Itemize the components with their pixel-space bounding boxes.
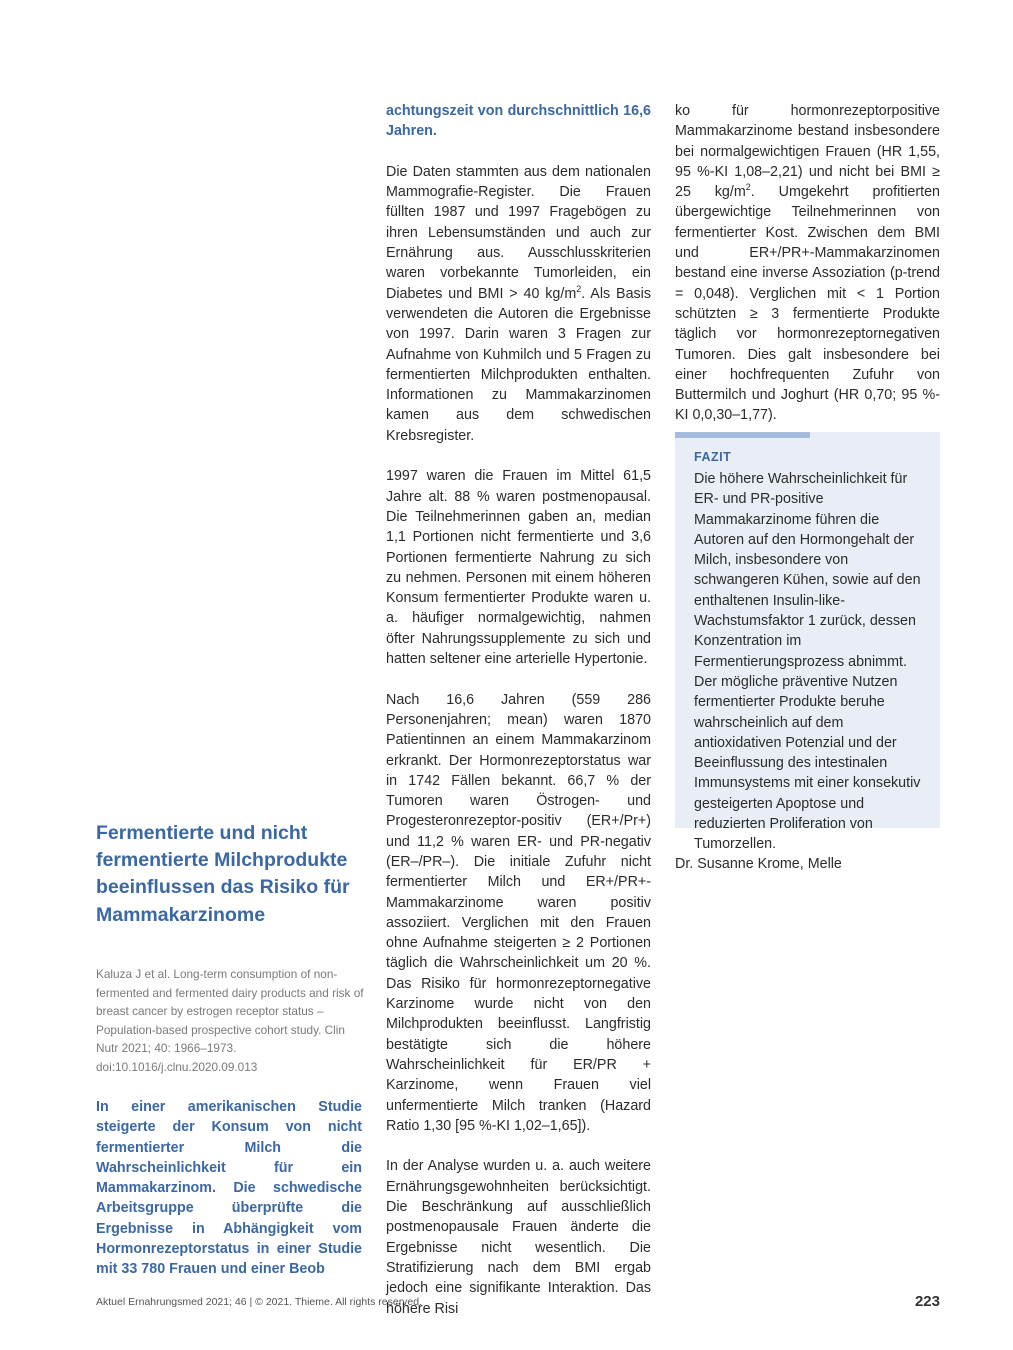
body-paragraph-4-part1: In der Analyse wurden u. a. auch weitere Ernährungsgewohnheiten berücksichtigt. Die Beschränkung auf ausschließlich postmenopausale Frauen änderte die Ergebnisse nicht wesentlich. Die Stratifizierung nach dem BMI ergab jedoch eine signifikante Interaktion. Das höhere Risi	[386, 1158, 651, 1317]
fazit-accent-bar	[675, 432, 810, 438]
body-p4-sup: 2	[745, 182, 751, 193]
body-paragraph-3: Nach 16,6 Jahren (559 286 Personenjahren; mean) waren 1870 Patientinnen an einem Mammakarzinom erkrankt. Der Hormonrezeptorstatus war in 1742 Fällen bekannt. 66,7 % der Tumoren waren Östrogen- und Progesteronrezeptor-positiv (ER+/Pr+) und 11,2 % waren ER- und PR-negativ (ER–/PR–). Die initiale Zufuhr nicht fermentierter Milch und ER+/PR+-Mammakarzinome waren positiv assoziiert. Verglichen mit den Frauen ohne Aufnahme steigerten ≥ 2 Portionen täglich die Wahrscheinlichkeit um 20 %. Das Risiko für hormonrezeptornegative Karzinome wurde nicht von den Milchprodukten beeinflusst. Langfristig bestätigte sich die höhere Wahrscheinlichkeit für ER/PR + Karzinome, wenn Frauen viel unfermentierte Milch tranken (Hazard Ratio 1,30 [95 %-KI 1,02–1,65]).	[386, 691, 651, 1134]
fazit-text: Die höhere Wahrscheinlichkeit für ER- und PR-positive Mammakarzinome führen die Autoren auf den Hormongehalt der Milch, insbesondere von schwangeren Kühen, sowie auf den enthaltenen Insulin-like-Wachstumsfaktor 1 zurück, dessen Konzentration im Fermentierungsprozess abnimmt. Der mögliche präventive Nutzen fermentierter Produkte beruhe wahrscheinlich auf dem antioxidativen Potenzial und der Beeinflussung des intestinalen Immunsystems mit einer konsekutiv gesteigerten Apoptose und reduzierten Proliferation von Tumorzellen.	[694, 471, 921, 853]
body-paragraph-2: 1997 waren die Frauen im Mittel 61,5 Jahre alt. 88 % waren postmenopausal. Die Teilnehmerinnen gaben an, median 1,1 Portionen nicht fermentierte und 3,6 Portionen fermentierte Nahrung zu sich zu nehmen. Personen mit einem höheren Konsum fermentierter Produkte waren u. a. häufiger normalgewichtig, nahmen öfter Nahrungssupplemente zu sich und hatten seltener eine arterielle Hypertonie.	[386, 468, 651, 668]
column-right	[675, 101, 940, 446]
lead-paragraph-part2: achtungszeit von durchschnittlich 16,6 Jahren.	[386, 103, 651, 140]
fazit-box	[675, 432, 940, 853]
page-number: 223	[914, 1293, 940, 1310]
body-p4-after: . Umgekehrt profitierten übergewichtige Teilnehmerinnen von fermentierter Kost. Zwischen dem BMI und ER+/PR+-Mammakarzinomen bestand eine inverse Assoziation (p-trend = 0,048). Verglichen mit < 1 Portion schützten ≥ 3 fermentierte Produkte täglich vor hormonrezeptornegativen Tumoren. Dies galt insbesondere bei einer hochfrequenten Zufuhr von Buttermilch und Joghurt (HR 0,70; 95 %-KI 0,0,30–1,77).	[675, 184, 941, 424]
author-line: Dr. Susanne Krome, Melle	[675, 856, 842, 872]
column-middle	[386, 101, 651, 1339]
lead-block-1	[96, 1097, 362, 1300]
article-title: Fermentierte und nicht fermentierte Milchprodukte beeinflussen das Risiko für Mammakarzinome	[96, 822, 350, 926]
body-paragraph-4-part2	[675, 101, 940, 426]
body-p4-before: ko für hormonrezeptorpositive Mammakarzinome bestand insbesondere bei normalgewichtigen Frauen (HR 1,55, 95 %-KI 1,08–2,21) und nicht bei BMI ≥ 25 kg/m	[675, 103, 940, 201]
body-p1-sup: 2	[576, 283, 582, 294]
lead-paragraph-part1: In einer amerikanischen Studie steigerte der Konsum von nicht fermentierter Milch die Wahrscheinlichkeit für ein Mammakarzinom. Die schwedische Arbeitsgruppe überprüfte die Ergebnisse in Abhängigkeit vom Hormonrezeptorstatus in einer Studie mit 33 780 Frauen und einer Beob	[96, 1099, 362, 1278]
journal-footer: Aktuel Ernahrungsmed 2021; 46 | © 2021. Thieme. All rights reserved.	[96, 1296, 423, 1308]
body-p1-before: Die Daten stammten aus dem nationalen Mammografie-Register. Die Frauen füllten 1987 und 1997 Fragebögen zu ihren Lebensumständen und auch zur Ernährung aus. Ausschlusskriterien waren vorbekannte Tumorleiden, ein Diabetes und BMI > 40 kg/m	[386, 163, 651, 302]
fazit-heading: FAZIT	[694, 450, 732, 464]
body-p1-after: . Als Basis verwendeten die Autoren die Ergebnisse von 1997. Darin waren 3 Fragen zur Aufnahme von Kuhmilch und 5 Fragen zu fermentierten Milchprodukten enthalten. Informationen zu Mammakarzinomen kamen aus dem schwedischen Krebsregister.	[386, 285, 651, 444]
body-paragraph-1	[386, 162, 651, 446]
article-reference: Kaluza J et al. Long-term consumption of non-fermented and fermented dairy products and risk of breast cancer by estrogen receptor status – Population-based prospective cohort study. Clin Nutr 2021; 40: 1966–1973. doi:10.1016/j.clnu.2020.09.013	[96, 967, 364, 1074]
